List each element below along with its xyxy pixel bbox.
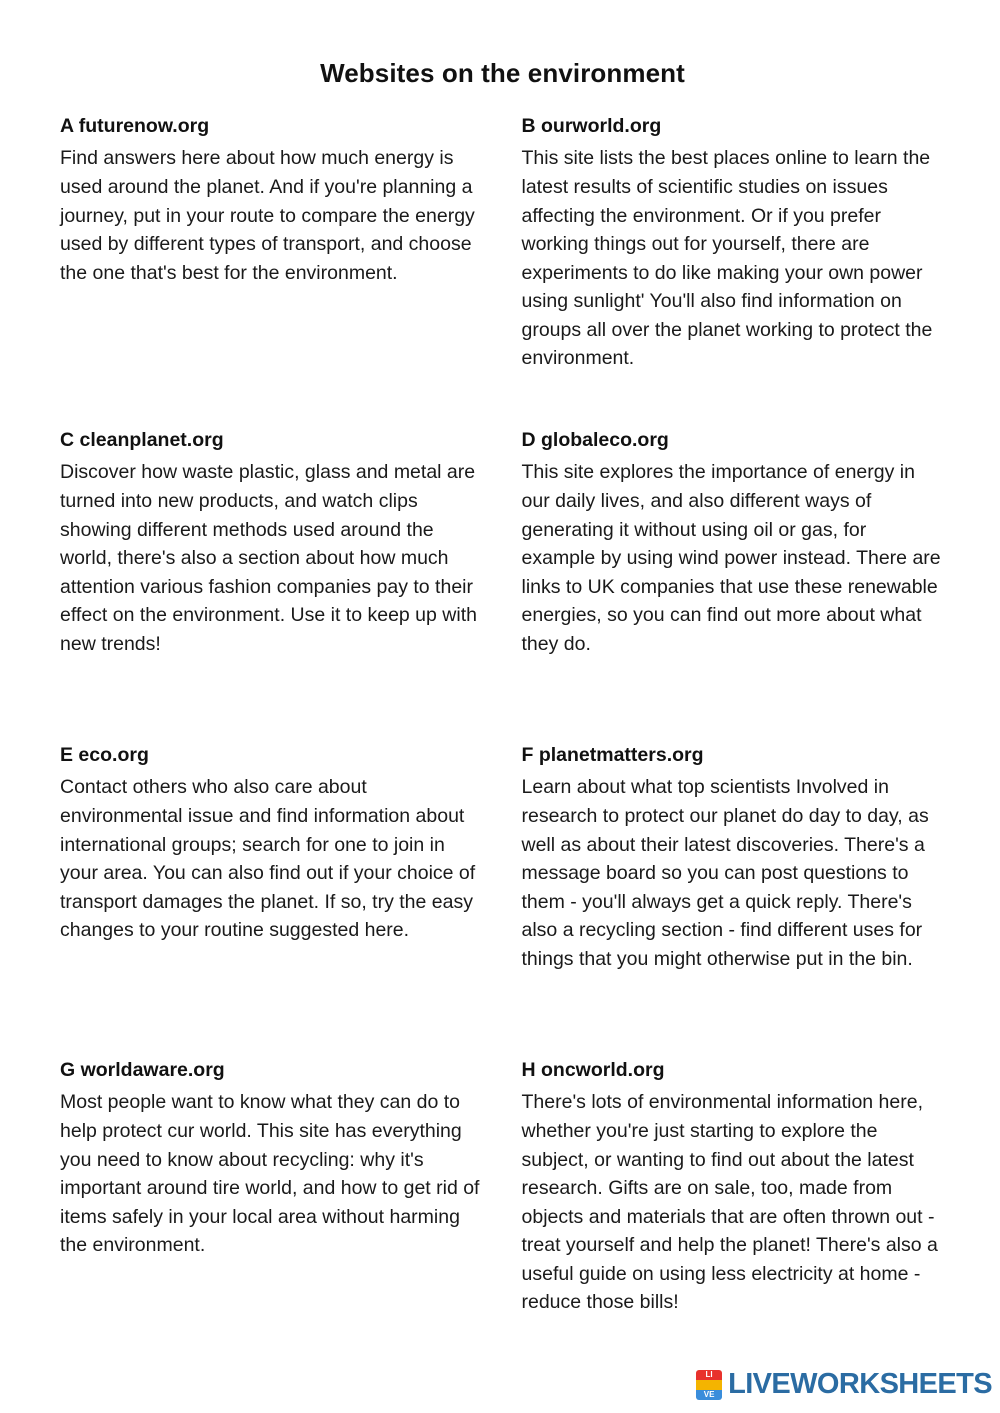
liveworksheets-logo <box>696 1368 992 1401</box>
right-column <box>522 113 946 1345</box>
entry-e-heading: E eco.org <box>60 744 149 766</box>
entry-e-body: Contact others who also care about environmental issue and find information about international groups; search for one to join in your area. You can also find out if your choice of transport damages the planet. If so, try the easy changes to your routine suggested here. <box>60 776 476 942</box>
entry-h-heading: H oncworld.org <box>521 1059 665 1081</box>
entry-c-heading: C cleanplanet.org <box>60 429 224 451</box>
entries-columns <box>60 113 945 1345</box>
logo-letter-i <box>696 1380 722 1390</box>
entry-h-body: There's lots of environmental information here, whether you're just starting to explore the subject, or wanting to find out about the latest research. Gifts are on sale, too, made from objects and materials that are often thrown out - treat yourself and help the planet! There's also a useful guide on using less electricity at home - reduce those bills! <box>521 1091 938 1314</box>
page-title: Websites on the environment <box>320 58 685 88</box>
entry-b-body: This site lists the best places online to learn the latest results of scientific studies on issues affecting the environment. Or if you prefer working things out for yourself, there are experiments to do like making your own power using sunlight' You'll also find information on groups all over the planet working to protect the environment. <box>521 147 933 370</box>
entry-b-heading: B ourworld.org <box>521 115 662 137</box>
entry-a-heading: A futurenow.org <box>60 115 210 137</box>
entry-e <box>60 742 484 1029</box>
entry-h <box>522 1057 946 1317</box>
liveworksheets-logo-text: LIVEWORKSHEETS <box>728 1368 992 1400</box>
entry-g <box>60 1057 484 1260</box>
entry-g-heading: G worldaware.org <box>60 1059 225 1081</box>
entry-d-heading: D globaleco.org <box>521 429 669 451</box>
entry-f <box>522 742 946 1029</box>
entry-c-body: Discover how waste plastic, glass and metal are turned into new products, and watch clips showing different methods used around the world, there's also a section about how much attention various fashion companies pay to their effect on the environment. Use it to keep up with new trends! <box>60 461 477 655</box>
left-column <box>60 113 484 1288</box>
entry-b <box>522 113 946 399</box>
logo-letter-l: LI <box>696 1370 722 1380</box>
entry-d <box>522 427 946 714</box>
entry-a-body: Find answers here about how much energy is used around the planet. And if you're planning a journey, put in your route to compare the energy used by different types of transport, and choose the one that's best for the environment. <box>60 147 475 284</box>
entry-d-body: This site explores the importance of energy in our daily lives, and also different ways of generating it without using oil or gas, for example by using wind power instead. There are links to UK companies that use these renewable energies, so you can find out more about what they do. <box>521 461 941 655</box>
entry-g-body: Most people want to know what they can do to help protect cur world. This site has everything you need to know about recycling: why it's important around tire world, and how to get rid of items safely in your local area without harming the environment. <box>60 1091 480 1257</box>
entry-f-heading: F planetmatters.org <box>521 744 704 766</box>
logo-letter-v: VE <box>696 1390 722 1400</box>
entry-f-body: Learn about what top scientists Involved in research to protect our planet do day to day, as well as about their latest discoveries. There's a message board so you can post questions to them - you'll always get a quick reply. There's also a recycling section - find different uses for things that you might otherwise put in the bin. <box>521 776 929 970</box>
entry-c <box>60 427 484 714</box>
entry-a <box>60 113 484 399</box>
liveworksheets-logo-icon <box>696 1370 722 1400</box>
